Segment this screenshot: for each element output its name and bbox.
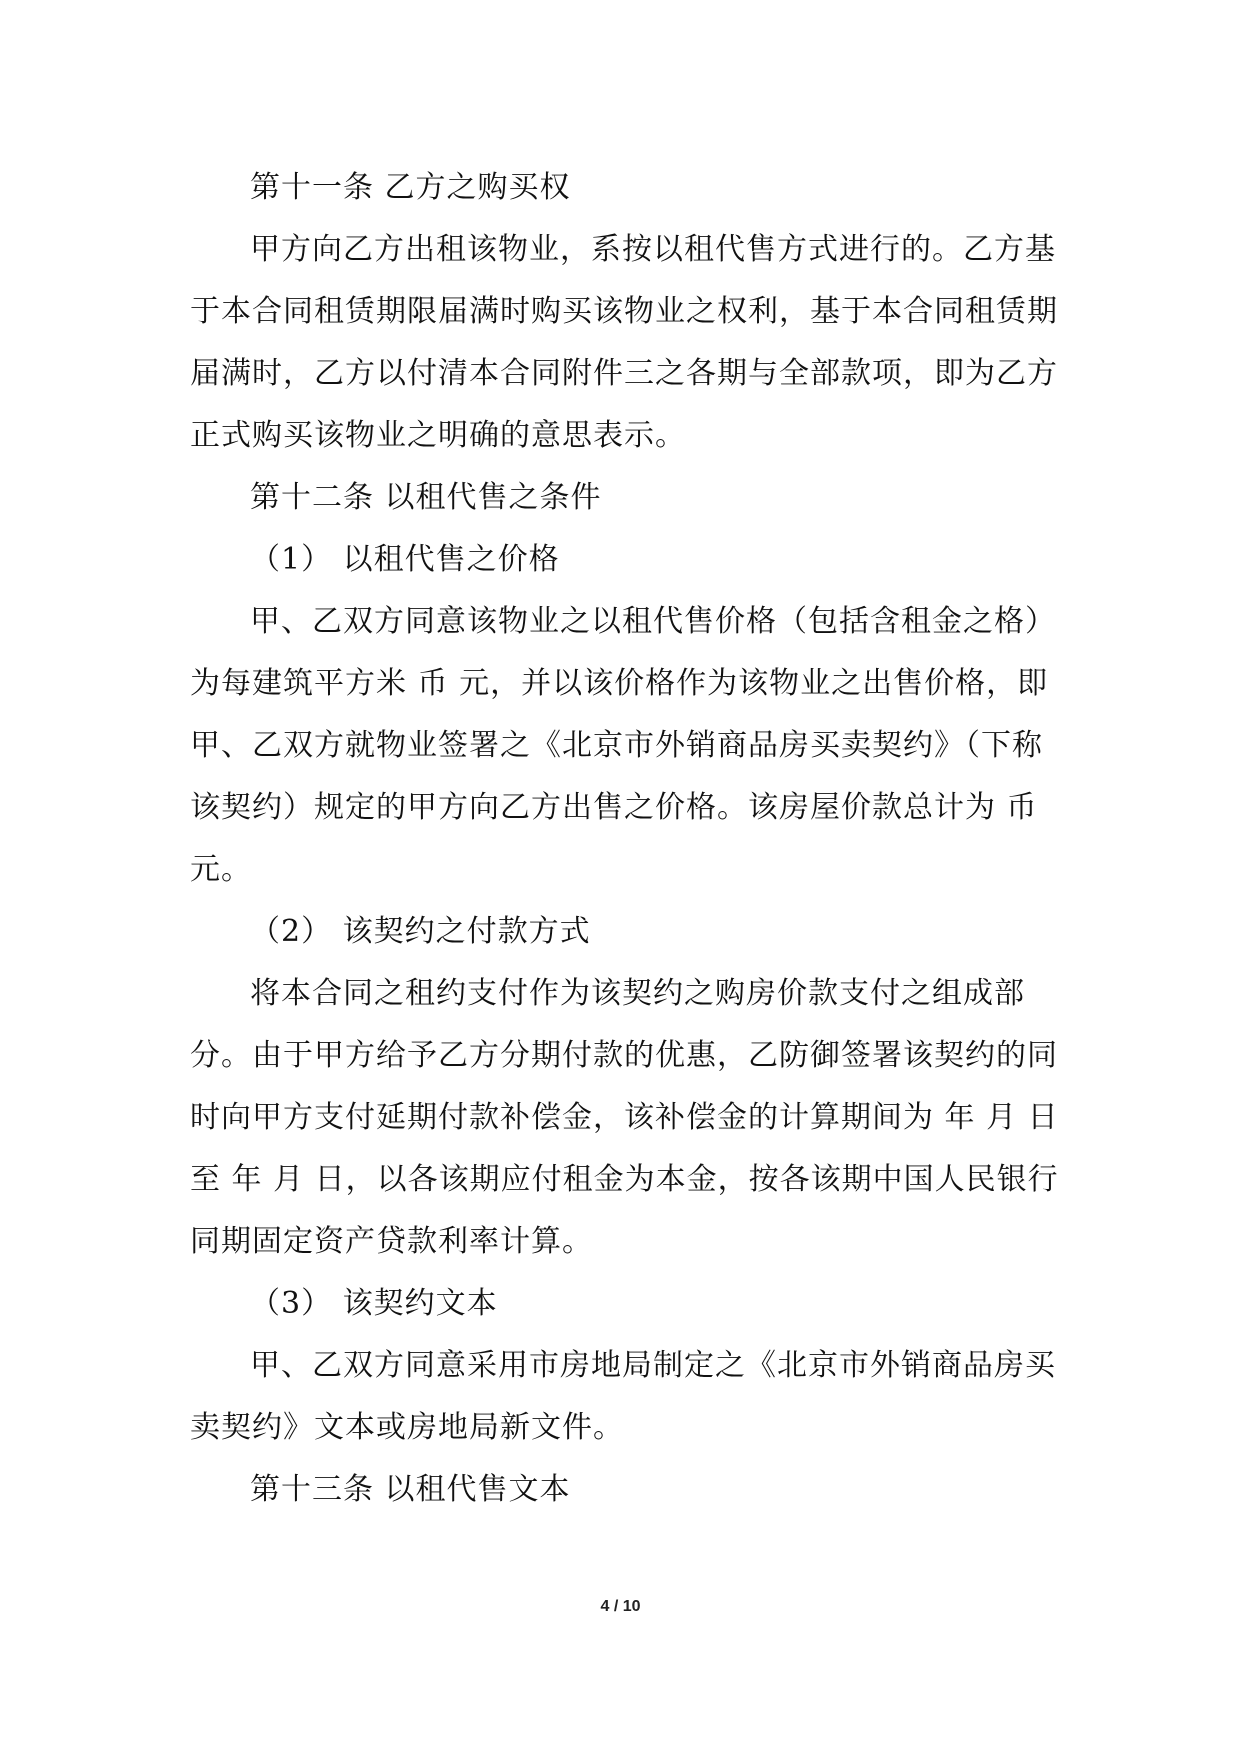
paragraph-line: 甲方向乙方出租该物业，系按以租代售方式进行的。乙方基 — [250, 232, 1056, 267]
page-number: 4 / 10 — [600, 1598, 641, 1615]
article-13-heading: 第十三条 以租代售文本 — [250, 1472, 571, 1507]
paragraph-line: 为每建筑平方米 币 元，并以该价格作为该物业之出售价格，即 — [190, 666, 1049, 701]
document-body — [190, 157, 1060, 1521]
paragraph-line: 将本合同之租约支付作为该契约之购房价款支付之组成部 — [250, 976, 1025, 1011]
paragraph-line: 甲、乙双方就物业签署之《北京市外销商品房买卖契约》（下称 — [190, 728, 1043, 763]
item-1-heading: （1） 以租代售之价格 — [250, 542, 560, 577]
paragraph-line: 分。由于甲方给予乙方分期付款的优惠，乙防御签署该契约的同 — [190, 1038, 1058, 1073]
paragraph-line: 元。 — [190, 852, 252, 887]
item-2-heading: （2） 该契约之付款方式 — [250, 914, 591, 949]
paragraph-line: 卖契约》文本或房地局新文件。 — [190, 1410, 624, 1445]
paragraph-line: 该契约）规定的甲方向乙方出售之价格。该房屋价款总计为 币 — [190, 790, 1038, 825]
paragraph-line: 于本合同租赁期限届满时购买该物业之权利，基于本合同租赁期 — [190, 294, 1058, 329]
paragraph-line: 甲、乙双方同意该物业之以租代售价格（包括含租金之格） — [250, 604, 1056, 639]
paragraph-line: 甲、乙双方同意采用市房地局制定之《北京市外销商品房买 — [250, 1348, 1056, 1383]
article-11-heading: 第十一条 乙方之购买权 — [250, 170, 571, 205]
paragraph-line: 届满时，乙方以付清本合同附件三之各期与全部款项，即为乙方 — [190, 356, 1058, 391]
item-3-heading: （3） 该契约文本 — [250, 1286, 498, 1321]
paragraph-line: 时向甲方支付延期付款补偿金，该补偿金的计算期间为 年 月 日 — [190, 1100, 1059, 1135]
paragraph-line: 正式购买该物业之明确的意思表示。 — [190, 418, 686, 453]
article-12-heading: 第十二条 以租代售之条件 — [250, 480, 602, 515]
paragraph-line: 同期固定资产贷款利率计算。 — [190, 1224, 593, 1259]
paragraph-line: 至 年 月 日，以各该期应付租金为本金，按各该期中国人民银行 — [190, 1162, 1059, 1197]
